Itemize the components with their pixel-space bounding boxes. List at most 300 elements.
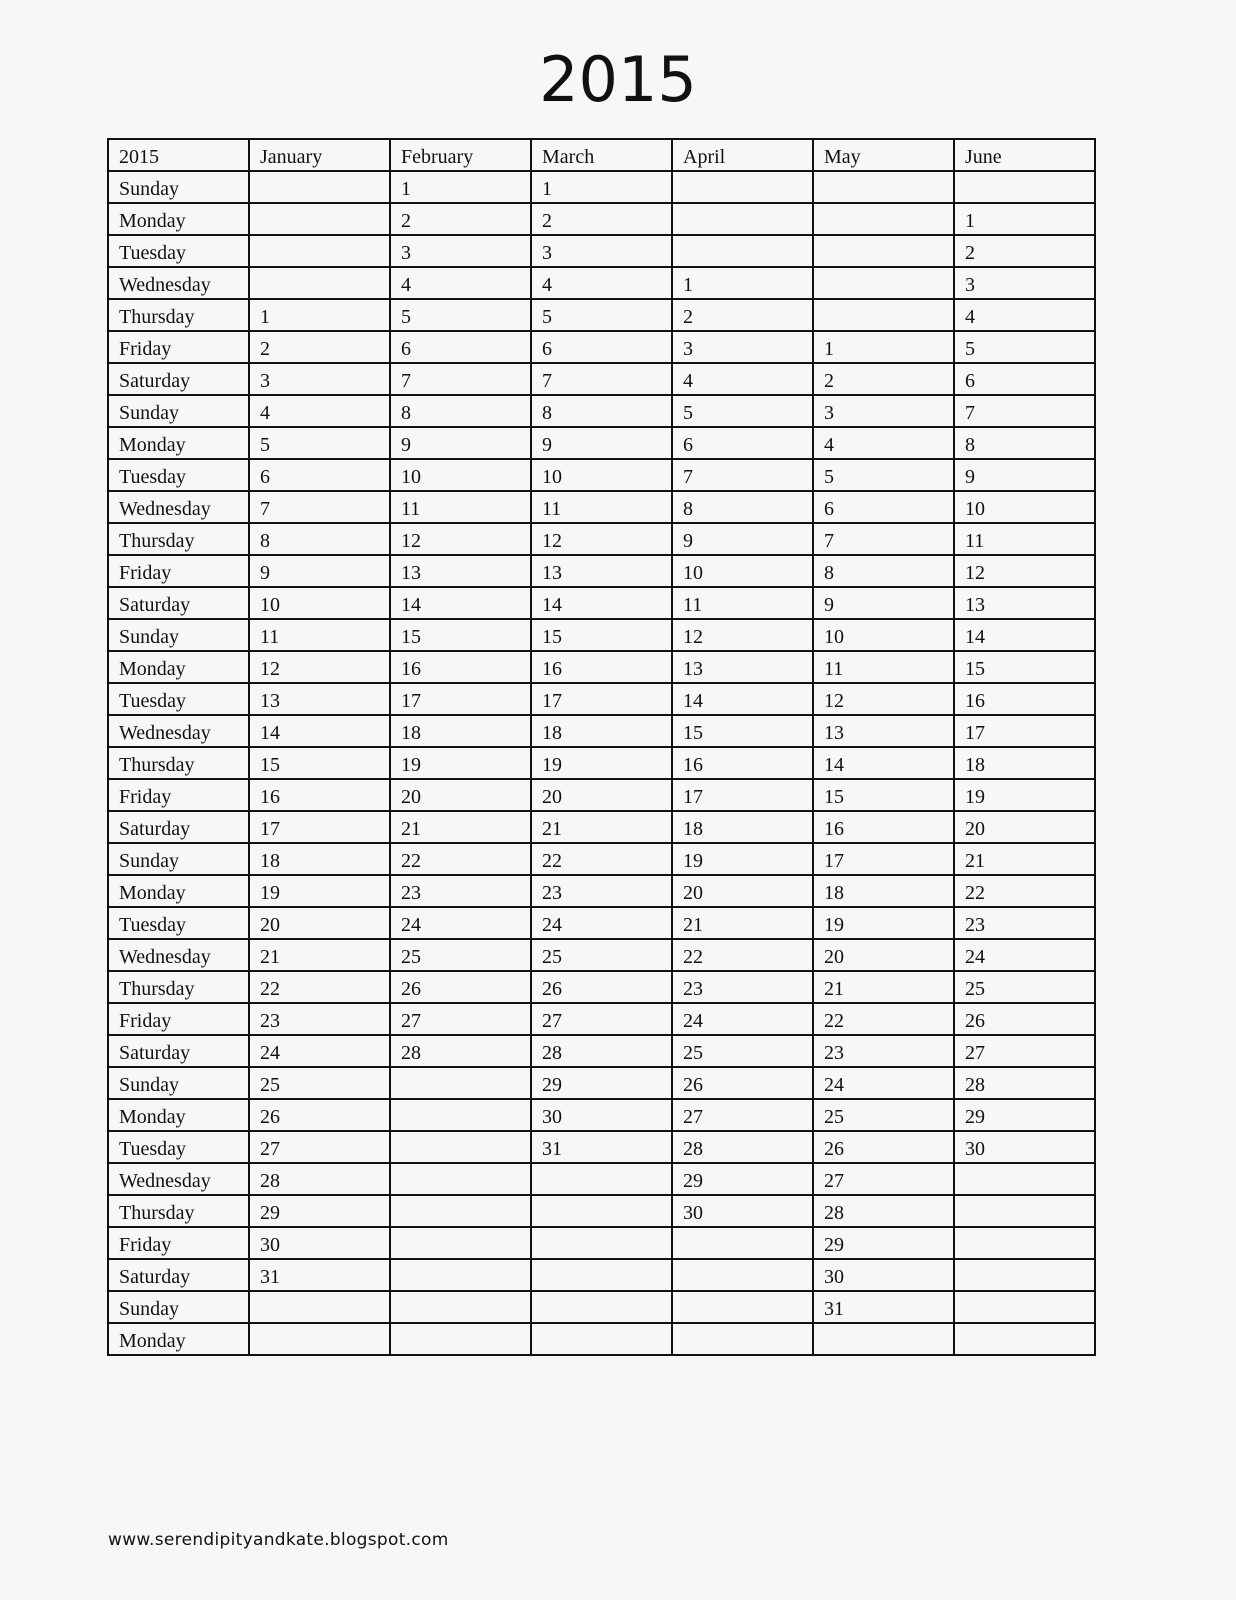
date-cell [249,1291,390,1323]
table-row [108,331,1095,363]
date-cell: 20 [531,779,672,811]
date-cell: 4 [672,363,813,395]
date-cell: 9 [390,427,531,459]
date-cell [954,1227,1095,1259]
table-row [108,523,1095,555]
date-cell [954,1323,1095,1355]
weekday-cell: Saturday [108,587,249,619]
date-cell: 25 [249,1067,390,1099]
date-cell [390,1323,531,1355]
date-cell: 26 [813,1131,954,1163]
date-cell: 27 [672,1099,813,1131]
date-cell: 20 [954,811,1095,843]
date-cell: 26 [531,971,672,1003]
weekday-cell: Monday [108,651,249,683]
date-cell: 7 [390,363,531,395]
date-cell: 7 [954,395,1095,427]
weekday-cell: Tuesday [108,683,249,715]
date-cell: 25 [813,1099,954,1131]
weekday-cell: Monday [108,1323,249,1355]
date-cell [531,1323,672,1355]
date-cell: 16 [813,811,954,843]
date-cell: 9 [813,587,954,619]
table-row [108,907,1095,939]
weekday-cell: Monday [108,427,249,459]
calendar-table [107,138,1096,1356]
date-cell: 12 [249,651,390,683]
date-cell: 25 [954,971,1095,1003]
date-cell: 29 [531,1067,672,1099]
date-cell: 4 [954,299,1095,331]
date-cell [390,1291,531,1323]
date-cell [390,1099,531,1131]
table-row [108,843,1095,875]
table-row [108,939,1095,971]
date-cell: 10 [390,459,531,491]
table-row [108,299,1095,331]
weekday-cell: Monday [108,203,249,235]
date-cell [249,1323,390,1355]
date-cell: 3 [249,363,390,395]
table-row [108,811,1095,843]
date-cell [390,1131,531,1163]
date-cell [954,1163,1095,1195]
date-cell: 22 [672,939,813,971]
table-row [108,459,1095,491]
date-cell: 9 [954,459,1095,491]
table-row [108,1003,1095,1035]
date-cell: 8 [531,395,672,427]
table-row [108,1035,1095,1067]
date-cell: 13 [390,555,531,587]
date-cell [531,1291,672,1323]
date-cell [672,171,813,203]
date-cell: 10 [249,587,390,619]
date-cell: 11 [954,523,1095,555]
date-cell [249,203,390,235]
date-cell [672,1291,813,1323]
table-row [108,747,1095,779]
date-cell: 23 [813,1035,954,1067]
date-cell: 30 [249,1227,390,1259]
header-month-cell: June [954,139,1095,171]
date-cell: 27 [813,1163,954,1195]
date-cell: 31 [531,1131,672,1163]
table-row [108,491,1095,523]
date-cell: 29 [954,1099,1095,1131]
date-cell: 19 [813,907,954,939]
date-cell: 8 [390,395,531,427]
date-cell: 8 [954,427,1095,459]
date-cell: 17 [813,843,954,875]
date-cell: 3 [954,267,1095,299]
date-cell: 6 [531,331,672,363]
date-cell: 15 [813,779,954,811]
date-cell: 21 [672,907,813,939]
date-cell: 28 [390,1035,531,1067]
date-cell: 7 [813,523,954,555]
table-row [108,587,1095,619]
date-cell: 24 [672,1003,813,1035]
date-cell: 18 [390,715,531,747]
date-cell: 1 [672,267,813,299]
weekday-cell: Sunday [108,395,249,427]
table-row [108,235,1095,267]
table-row [108,1227,1095,1259]
date-cell [813,203,954,235]
date-cell: 26 [249,1099,390,1131]
date-cell: 11 [531,491,672,523]
table-row [108,619,1095,651]
date-cell: 25 [531,939,672,971]
date-cell: 16 [531,651,672,683]
date-cell [813,267,954,299]
date-cell [390,1163,531,1195]
date-cell: 2 [954,235,1095,267]
date-cell [954,1195,1095,1227]
date-cell [249,171,390,203]
date-cell: 25 [672,1035,813,1067]
weekday-cell: Thursday [108,747,249,779]
date-cell [954,1291,1095,1323]
date-cell: 20 [390,779,531,811]
table-row [108,1131,1095,1163]
date-cell: 27 [390,1003,531,1035]
date-cell: 15 [531,619,672,651]
date-cell: 29 [672,1163,813,1195]
date-cell: 24 [531,907,672,939]
date-cell: 8 [249,523,390,555]
date-cell: 12 [531,523,672,555]
date-cell: 11 [249,619,390,651]
date-cell: 28 [672,1131,813,1163]
date-cell: 19 [390,747,531,779]
date-cell: 27 [531,1003,672,1035]
weekday-cell: Friday [108,1003,249,1035]
weekday-cell: Saturday [108,1259,249,1291]
date-cell: 2 [390,203,531,235]
date-cell: 21 [249,939,390,971]
date-cell: 16 [954,683,1095,715]
date-cell: 4 [249,395,390,427]
date-cell: 23 [390,875,531,907]
date-cell: 21 [531,811,672,843]
table-row [108,683,1095,715]
date-cell: 16 [249,779,390,811]
header-row [108,139,1095,171]
date-cell [249,267,390,299]
date-cell: 28 [813,1195,954,1227]
date-cell: 1 [813,331,954,363]
date-cell: 5 [954,331,1095,363]
date-cell: 6 [954,363,1095,395]
weekday-cell: Sunday [108,1067,249,1099]
date-cell: 18 [531,715,672,747]
date-cell: 7 [531,363,672,395]
date-cell [531,1163,672,1195]
header-month-cell: March [531,139,672,171]
date-cell [813,235,954,267]
date-cell: 8 [813,555,954,587]
date-cell: 18 [954,747,1095,779]
date-cell: 22 [954,875,1095,907]
date-cell: 17 [390,683,531,715]
date-cell: 28 [954,1067,1095,1099]
date-cell: 11 [813,651,954,683]
date-cell: 19 [249,875,390,907]
table-row [108,1163,1095,1195]
date-cell [390,1227,531,1259]
weekday-cell: Friday [108,1227,249,1259]
date-cell: 19 [954,779,1095,811]
date-cell: 29 [813,1227,954,1259]
date-cell: 27 [249,1131,390,1163]
table-row [108,1259,1095,1291]
date-cell: 5 [672,395,813,427]
date-cell: 31 [813,1291,954,1323]
weekday-cell: Monday [108,1099,249,1131]
weekday-cell: Friday [108,331,249,363]
date-cell: 12 [954,555,1095,587]
page-title: 2015 [539,43,697,116]
date-cell: 13 [672,651,813,683]
date-cell [672,203,813,235]
weekday-cell: Wednesday [108,1163,249,1195]
date-cell: 12 [813,683,954,715]
date-cell: 9 [531,427,672,459]
date-cell: 10 [531,459,672,491]
date-cell: 14 [813,747,954,779]
date-cell: 18 [249,843,390,875]
date-cell: 22 [531,843,672,875]
date-cell: 15 [954,651,1095,683]
date-cell: 18 [813,875,954,907]
header-month-cell: January [249,139,390,171]
date-cell: 7 [249,491,390,523]
date-cell: 23 [672,971,813,1003]
date-cell: 26 [672,1067,813,1099]
weekday-cell: Tuesday [108,907,249,939]
weekday-cell: Wednesday [108,939,249,971]
date-cell [954,171,1095,203]
header-year-cell: 2015 [108,139,249,171]
table-row [108,1323,1095,1355]
date-cell: 2 [531,203,672,235]
date-cell: 22 [813,1003,954,1035]
table-row [108,651,1095,683]
date-cell: 11 [672,587,813,619]
date-cell [672,1323,813,1355]
date-cell: 7 [672,459,813,491]
date-cell: 9 [672,523,813,555]
weekday-cell: Thursday [108,299,249,331]
date-cell [531,1195,672,1227]
table-row [108,779,1095,811]
date-cell: 20 [672,875,813,907]
date-cell: 20 [813,939,954,971]
date-cell: 13 [813,715,954,747]
date-cell: 17 [249,811,390,843]
date-cell [390,1067,531,1099]
date-cell: 6 [672,427,813,459]
date-cell: 16 [672,747,813,779]
date-cell: 17 [954,715,1095,747]
date-cell: 1 [390,171,531,203]
date-cell: 6 [813,491,954,523]
date-cell: 1 [531,171,672,203]
table-row [108,1067,1095,1099]
weekday-cell: Friday [108,555,249,587]
date-cell [531,1227,672,1259]
weekday-cell: Friday [108,779,249,811]
date-cell: 24 [249,1035,390,1067]
date-cell: 23 [531,875,672,907]
table-row [108,875,1095,907]
table-row [108,715,1095,747]
date-cell: 8 [672,491,813,523]
date-cell: 24 [954,939,1095,971]
table-row [108,427,1095,459]
weekday-cell: Monday [108,875,249,907]
table-row [108,395,1095,427]
date-cell: 15 [672,715,813,747]
date-cell [531,1259,672,1291]
date-cell: 30 [531,1099,672,1131]
date-cell: 12 [672,619,813,651]
date-cell: 29 [249,1195,390,1227]
date-cell: 15 [390,619,531,651]
date-cell: 13 [249,683,390,715]
date-cell: 4 [531,267,672,299]
date-cell [813,299,954,331]
date-cell: 10 [813,619,954,651]
weekday-cell: Thursday [108,971,249,1003]
date-cell: 12 [390,523,531,555]
date-cell: 30 [954,1131,1095,1163]
weekday-cell: Saturday [108,363,249,395]
weekday-cell: Thursday [108,523,249,555]
date-cell: 14 [249,715,390,747]
date-cell: 6 [249,459,390,491]
date-cell: 30 [672,1195,813,1227]
table-row [108,1195,1095,1227]
date-cell: 23 [954,907,1095,939]
date-cell: 4 [390,267,531,299]
date-cell [813,1323,954,1355]
date-cell: 6 [390,331,531,363]
weekday-cell: Wednesday [108,491,249,523]
date-cell: 14 [390,587,531,619]
date-cell: 2 [249,331,390,363]
date-cell: 26 [390,971,531,1003]
date-cell: 22 [390,843,531,875]
date-cell: 3 [390,235,531,267]
date-cell: 31 [249,1259,390,1291]
table-row [108,555,1095,587]
date-cell: 24 [813,1067,954,1099]
date-cell: 17 [531,683,672,715]
date-cell: 2 [672,299,813,331]
table-row [108,267,1095,299]
date-cell: 5 [249,427,390,459]
date-cell: 10 [954,491,1095,523]
table-row [108,203,1095,235]
date-cell: 5 [390,299,531,331]
weekday-cell: Thursday [108,1195,249,1227]
date-cell [954,1259,1095,1291]
date-cell: 24 [390,907,531,939]
date-cell: 14 [672,683,813,715]
header-month-cell: May [813,139,954,171]
date-cell [390,1195,531,1227]
date-cell: 1 [954,203,1095,235]
date-cell: 30 [813,1259,954,1291]
date-cell: 5 [531,299,672,331]
header-month-cell: April [672,139,813,171]
weekday-cell: Saturday [108,1035,249,1067]
date-cell: 13 [531,555,672,587]
date-cell: 23 [249,1003,390,1035]
date-cell: 13 [954,587,1095,619]
date-cell: 18 [672,811,813,843]
table-row [108,171,1095,203]
weekday-cell: Sunday [108,1291,249,1323]
date-cell [672,1227,813,1259]
weekday-cell: Wednesday [108,715,249,747]
date-cell: 21 [390,811,531,843]
date-cell: 2 [813,363,954,395]
footer-url: www.serendipityandkate.blogspot.com [108,1530,449,1550]
date-cell: 28 [249,1163,390,1195]
date-cell: 19 [672,843,813,875]
date-cell: 3 [531,235,672,267]
date-cell: 15 [249,747,390,779]
date-cell: 21 [813,971,954,1003]
weekday-cell: Tuesday [108,235,249,267]
table-row [108,1291,1095,1323]
weekday-cell: Saturday [108,811,249,843]
weekday-cell: Sunday [108,619,249,651]
date-cell [390,1259,531,1291]
weekday-cell: Tuesday [108,1131,249,1163]
table-row [108,363,1095,395]
date-cell: 10 [672,555,813,587]
date-cell: 14 [531,587,672,619]
table-row [108,1099,1095,1131]
date-cell: 4 [813,427,954,459]
date-cell: 25 [390,939,531,971]
date-cell: 26 [954,1003,1095,1035]
date-cell [672,1259,813,1291]
weekday-cell: Sunday [108,171,249,203]
date-cell: 19 [531,747,672,779]
date-cell: 17 [672,779,813,811]
date-cell: 16 [390,651,531,683]
date-cell [813,171,954,203]
date-cell: 20 [249,907,390,939]
date-cell: 21 [954,843,1095,875]
date-cell: 11 [390,491,531,523]
weekday-cell: Wednesday [108,267,249,299]
date-cell: 14 [954,619,1095,651]
date-cell: 3 [813,395,954,427]
date-cell: 5 [813,459,954,491]
weekday-cell: Sunday [108,843,249,875]
date-cell [672,235,813,267]
table-row [108,971,1095,1003]
date-cell: 1 [249,299,390,331]
date-cell: 3 [672,331,813,363]
